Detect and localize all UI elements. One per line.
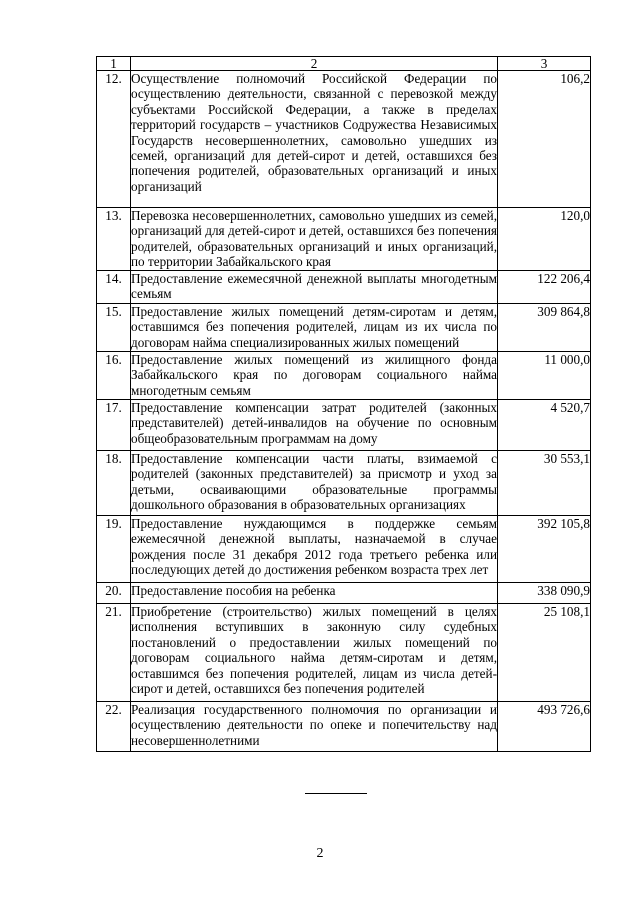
row-number: 16. [97, 352, 131, 400]
row-description: Предоставление ежемесячной денежной выплаты многодетным семьям [131, 271, 498, 304]
row-amount: 309 864,8 [498, 304, 591, 352]
table-row [97, 71, 591, 208]
table-header-row [97, 57, 591, 71]
table-row [97, 208, 591, 271]
row-description: Предоставление компенсации затрат родителей (законных представителей) детей-инвалидов на обучение по основным общеобразовательным программам на дому [131, 400, 498, 451]
table-row [97, 451, 591, 516]
row-description: Предоставление жилых помещений из жилищного фонда Забайкальского края по договорам социального найма многодетным семьям [131, 352, 497, 398]
page-number: 2 [316, 846, 324, 861]
row-number: 22. [97, 702, 131, 752]
column-header-amount: 3 [498, 57, 591, 71]
row-number: 19. [97, 516, 131, 583]
row-description: Реализация государственного полномочия по организации и осуществлению деятельности по опеке и попечительству над несовершеннолетними [131, 702, 498, 752]
row-description: Перевозка несовершеннолетних, самовольно ушедших из семей, организаций для детей-сирот и детей, оставшихся без попечения родителей, образовательных организаций и иных организаций, по территории Забайкальского края [131, 208, 497, 270]
row-description: Приобретение (строительство) жилых помещений в целях исполнения вступивших в законную силу судебных постановлений о предоставлении жилых помещений по договорам социального найма детям-сиротам и детям, оставшимся без попечения родителей, лицам из числа детей-сирот и детей, оставшихся без попечения родителей [131, 604, 498, 702]
row-amount: 122 206,4 [498, 271, 591, 304]
row-amount: 30 553,1 [498, 451, 591, 516]
row-amount: 4 520,7 [498, 400, 591, 451]
row-amount: 106,2 [498, 71, 591, 208]
column-header-number: 1 [97, 57, 131, 71]
row-description: Предоставление пособия на ребенка [131, 583, 498, 604]
row-number: 13. [97, 208, 131, 271]
row-amount: 25 108,1 [498, 604, 591, 702]
row-amount: 11 000,0 [498, 352, 591, 400]
row-amount: 120,0 [498, 208, 591, 271]
row-amount: 493 726,6 [498, 702, 591, 752]
row-description: Предоставление нуждающимся в поддержке семьям ежемесячной денежной выплаты, назначаемой в случае рождения после 31 декабря 2012 года третьего ребенка или последующих детей до достижения ребенком возраста трех лет [131, 516, 498, 583]
row-number: 20. [97, 583, 131, 604]
row-number: 18. [97, 451, 131, 516]
table-row [97, 516, 591, 583]
table-row [97, 271, 591, 304]
column-header-description: 2 [131, 57, 498, 71]
expenditure-table [96, 56, 591, 752]
table-row [97, 400, 591, 451]
table-row [97, 352, 591, 400]
table-row [97, 702, 591, 752]
row-description: Предоставление жилых помещений детям-сиротам и детям, оставшимся без попечения родителей, лицам из их числа по договорам найма специализированных жилых помещений [131, 304, 497, 350]
table-row [97, 304, 591, 352]
row-number: 15. [97, 304, 131, 352]
table-row [97, 604, 591, 702]
row-number: 12. [97, 71, 131, 208]
row-description: Предоставление компенсации части платы, взимаемой с родителей (законных представителей) за присмотр и уход за детьми, осваивающими образовательные программы дошкольного образования в образовательных организациях [131, 451, 498, 516]
separator-line [305, 793, 367, 794]
row-number: 21. [97, 604, 131, 702]
row-amount: 338 090,9 [498, 583, 591, 604]
row-amount: 392 105,8 [498, 516, 591, 583]
table-row [97, 583, 591, 604]
row-number: 17. [97, 400, 131, 451]
row-number: 14. [97, 271, 131, 304]
row-description: Осуществление полномочий Российской Федерации по осуществлению деятельности, связанной с перевозкой между субъектами Российской Федерации, а также в пределах территорий государств – участников Содружества Независимых Государств несовершеннолетних, самовольно ушедших из семей, организаций для детей-сирот и детей, оставшихся без попечения родителей, образовательных организаций и иных организаций [131, 71, 498, 208]
